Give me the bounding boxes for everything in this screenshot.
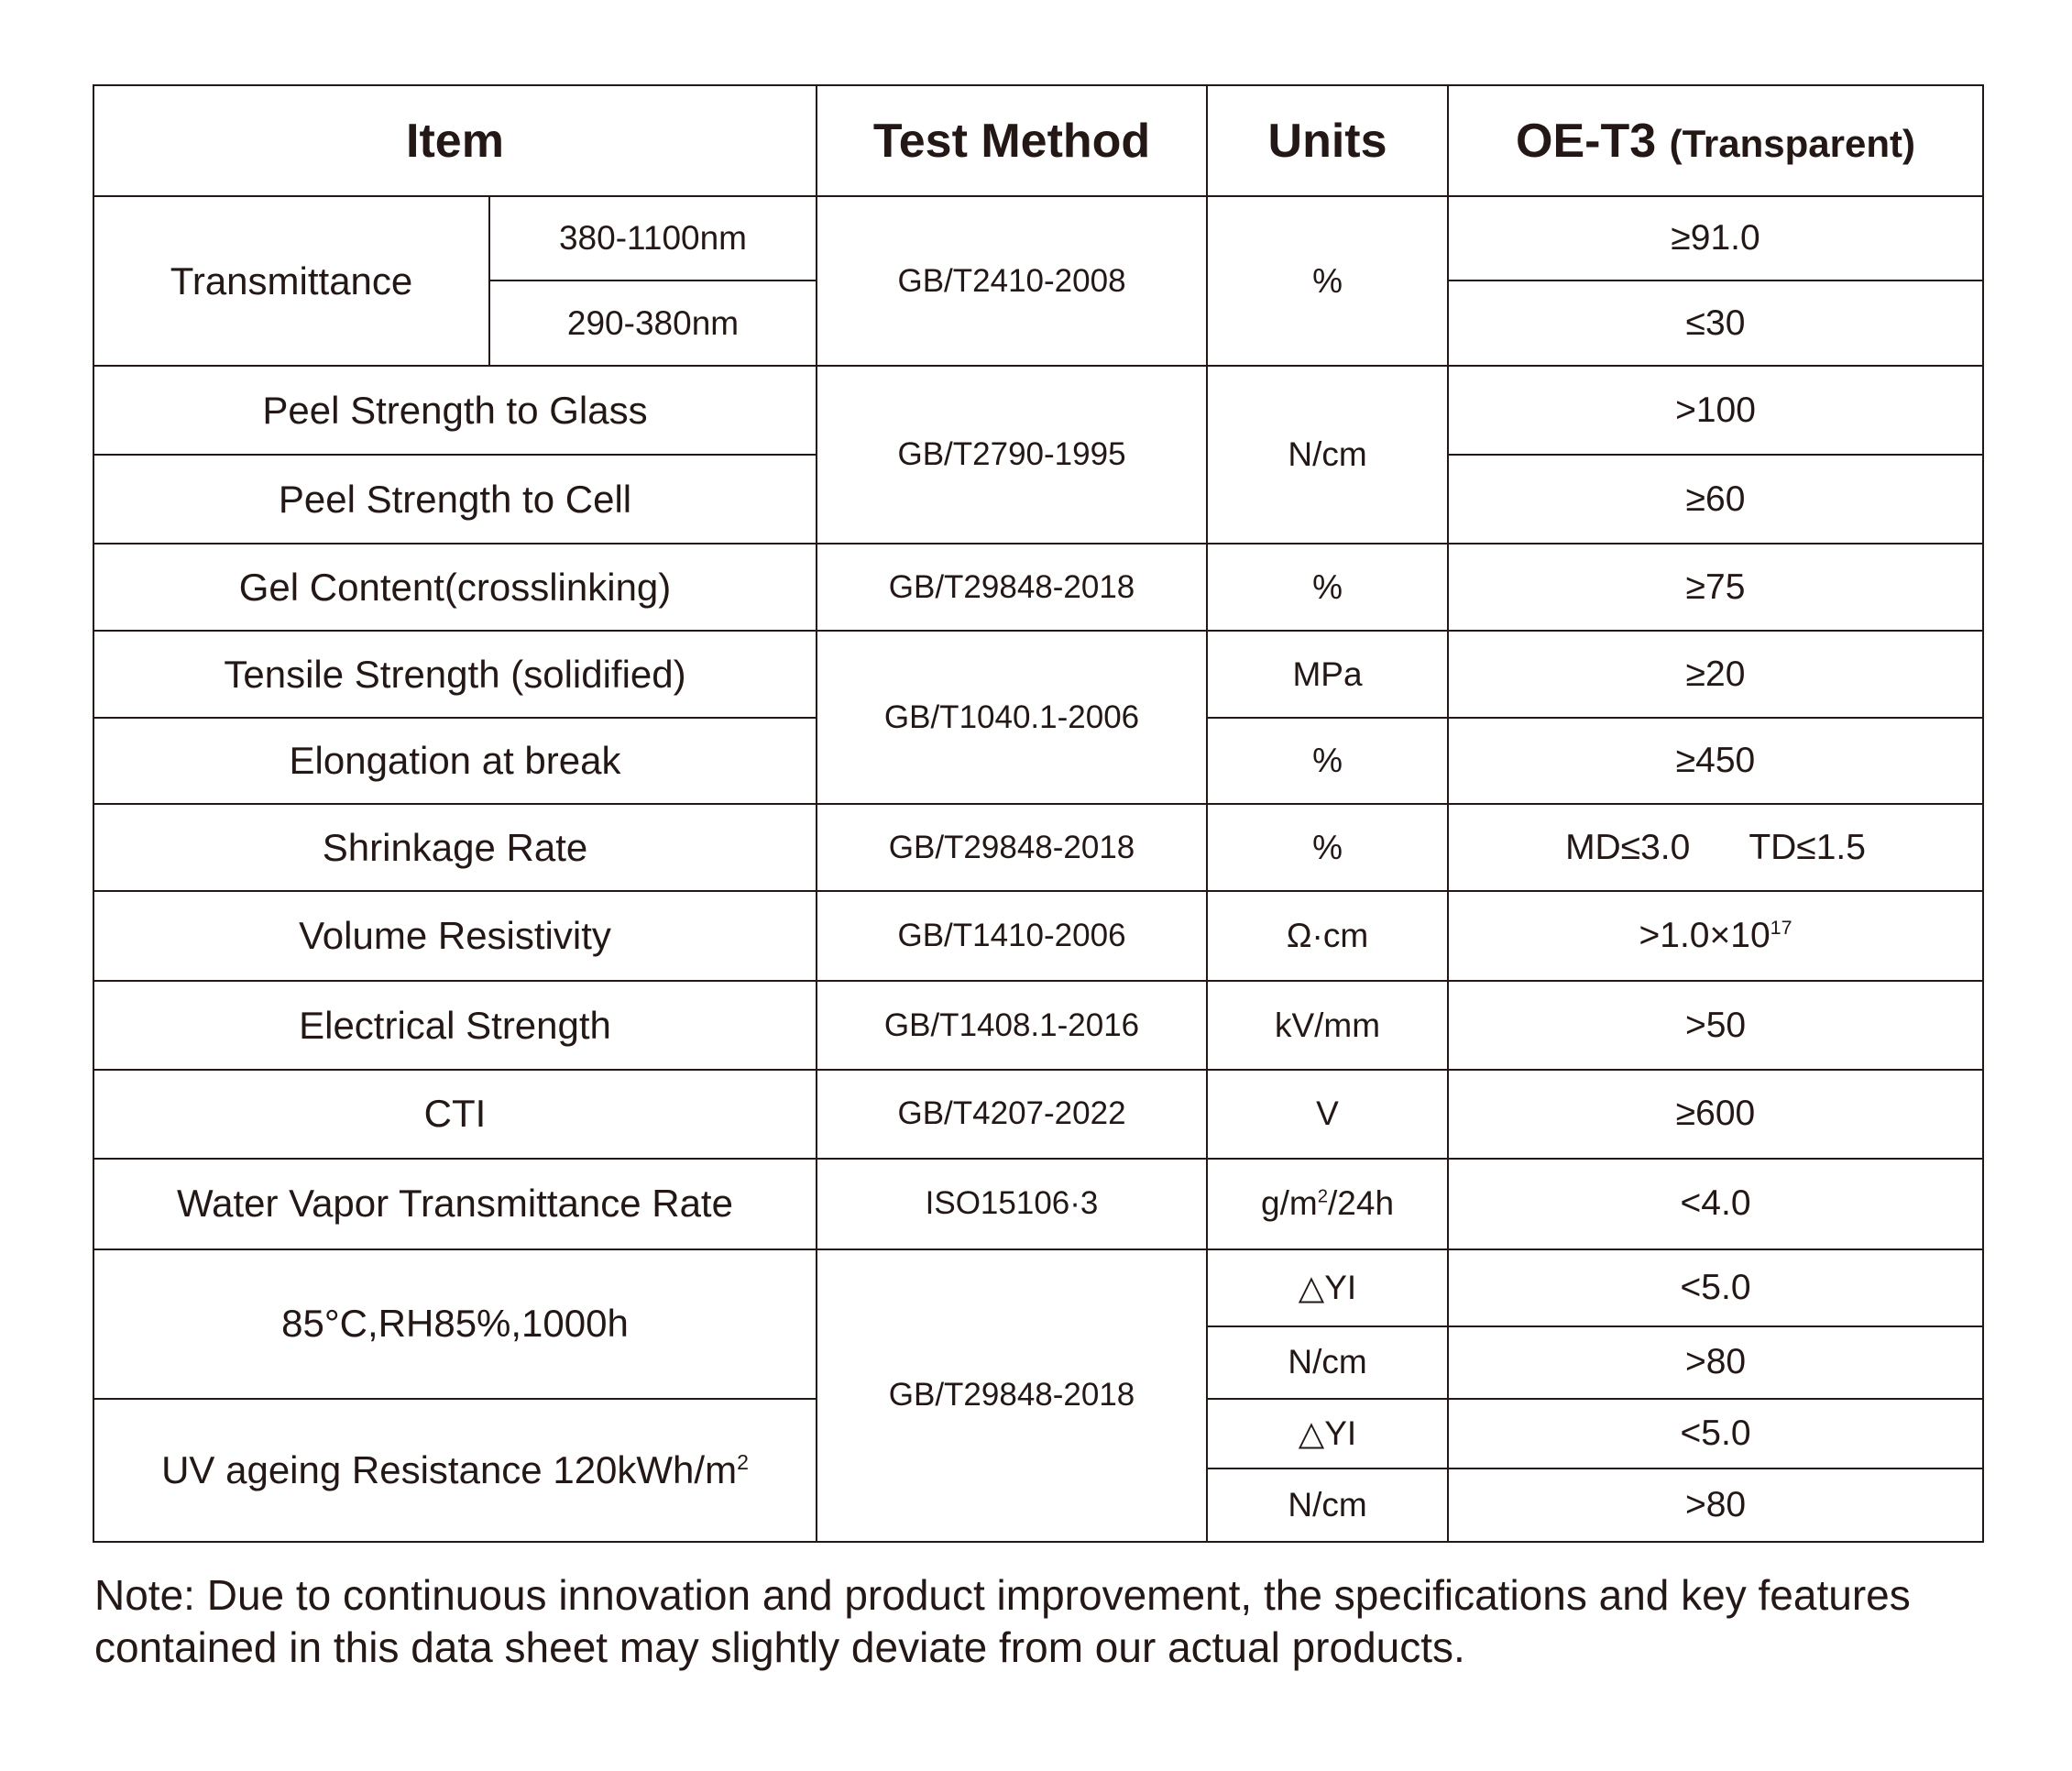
table-row [93, 1070, 1983, 1159]
unit-transmittance: % [1207, 196, 1448, 366]
item-uv-ageing-base: UV ageing Resistance 120kWh/m [161, 1447, 738, 1491]
unit-water-vapor-tail: /24h [1328, 1184, 1395, 1223]
header-product-name: OE-T3 [1516, 114, 1657, 168]
header-test-method: Test Method [817, 85, 1207, 196]
unit-gel-content: % [1207, 544, 1448, 631]
item-water-vapor: Water Vapor Transmittance Rate [93, 1159, 817, 1249]
item-transmittance: Transmittance [93, 196, 489, 366]
value-shrinkage [1448, 804, 1983, 891]
value-shrinkage-td: TD≤1.5 [1749, 827, 1866, 867]
item-electrical-strength: Electrical Strength [93, 981, 817, 1069]
method-peel: GB/T2790-1995 [817, 366, 1207, 544]
item-volume-resistivity: Volume Resistivity [93, 891, 817, 981]
table-row [93, 366, 1983, 455]
value-volume-resistivity-exponent: 17 [1770, 917, 1792, 940]
item-cti: CTI [93, 1070, 817, 1159]
table-row [93, 196, 1983, 280]
value-peel-cell: ≥60 [1448, 455, 1983, 544]
value-tensile-strength: ≥20 [1448, 631, 1983, 718]
unit-water-vapor-base: g/m [1261, 1184, 1318, 1223]
method-gel-content: GB/T29848-2018 [817, 544, 1207, 631]
method-electrical-strength: GB/T1408.1-2016 [817, 981, 1207, 1069]
specification-table [93, 84, 1984, 1543]
unit-damp-heat-yi: △YI [1207, 1249, 1448, 1326]
value-transmittance-visible: ≥91.0 [1448, 196, 1983, 280]
value-uv-ageing-yi: <5.0 [1448, 1399, 1983, 1468]
table-row [93, 1249, 1983, 1326]
unit-water-vapor-exponent: 2 [1317, 1186, 1329, 1207]
header-units: Units [1207, 85, 1448, 196]
method-cti: GB/T4207-2022 [817, 1070, 1207, 1159]
value-damp-heat-yi: <5.0 [1448, 1249, 1983, 1326]
table-row [93, 631, 1983, 718]
method-ageing: GB/T29848-2018 [817, 1249, 1207, 1542]
item-uv-ageing [93, 1399, 817, 1542]
table-row [93, 804, 1983, 891]
unit-peel: N/cm [1207, 366, 1448, 544]
transmittance-range-visible: 380-1100nm [489, 196, 817, 280]
unit-uv-ageing-peel: N/cm [1207, 1468, 1448, 1542]
unit-damp-heat-peel: N/cm [1207, 1326, 1448, 1399]
method-tensile: GB/T1040.1-2006 [817, 631, 1207, 804]
transmittance-range-uv: 290-380nm [489, 280, 817, 366]
item-uv-ageing-exponent: 2 [737, 1449, 749, 1474]
value-shrinkage-md: MD≤3.0 [1565, 827, 1691, 867]
table-row [93, 1159, 1983, 1249]
item-tensile-strength: Tensile Strength (solidified) [93, 631, 817, 718]
header-product [1448, 85, 1983, 196]
value-cti: ≥600 [1448, 1070, 1983, 1159]
value-elongation: ≥450 [1448, 718, 1983, 804]
method-water-vapor: ISO15106·3 [817, 1159, 1207, 1249]
unit-shrinkage: % [1207, 804, 1448, 891]
header-row [93, 85, 1983, 196]
method-volume-resistivity: GB/T1410-2006 [817, 891, 1207, 981]
unit-electrical-strength: kV/mm [1207, 981, 1448, 1069]
item-elongation: Elongation at break [93, 718, 817, 804]
disclaimer-note [94, 1569, 2001, 1674]
value-gel-content: ≥75 [1448, 544, 1983, 631]
item-gel-content: Gel Content(crosslinking) [93, 544, 817, 631]
unit-volume-resistivity: Ω·cm [1207, 891, 1448, 981]
value-uv-ageing-peel: >80 [1448, 1468, 1983, 1542]
item-peel-cell: Peel Strength to Cell [93, 455, 817, 544]
unit-water-vapor [1207, 1159, 1448, 1249]
unit-tensile-strength: MPa [1207, 631, 1448, 718]
value-peel-glass: >100 [1448, 366, 1983, 455]
item-peel-glass: Peel Strength to Glass [93, 366, 817, 455]
note-line-2: contained in this data sheet may slightly deviate from our actual products. [94, 1623, 1465, 1671]
value-transmittance-uv: ≤30 [1448, 280, 1983, 366]
note-line-1: Note: Due to continuous innovation and product improvement, the specifications and key features [94, 1571, 1911, 1619]
method-shrinkage: GB/T29848-2018 [817, 804, 1207, 891]
item-shrinkage: Shrinkage Rate [93, 804, 817, 891]
value-water-vapor: <4.0 [1448, 1159, 1983, 1249]
value-damp-heat-peel: >80 [1448, 1326, 1983, 1399]
item-damp-heat: 85°C,RH85%,1000h [93, 1249, 817, 1399]
header-product-variant: (Transparent) [1669, 121, 1915, 165]
table-row [93, 544, 1983, 631]
unit-uv-ageing-yi: △YI [1207, 1399, 1448, 1468]
header-item: Item [93, 85, 817, 196]
value-volume-resistivity [1448, 891, 1983, 981]
unit-cti: V [1207, 1070, 1448, 1159]
unit-elongation: % [1207, 718, 1448, 804]
table-row [93, 891, 1983, 981]
value-electrical-strength: >50 [1448, 981, 1983, 1069]
method-transmittance: GB/T2410-2008 [817, 196, 1207, 366]
value-volume-resistivity-base: >1.0×10 [1639, 916, 1771, 956]
table-row [93, 981, 1983, 1069]
